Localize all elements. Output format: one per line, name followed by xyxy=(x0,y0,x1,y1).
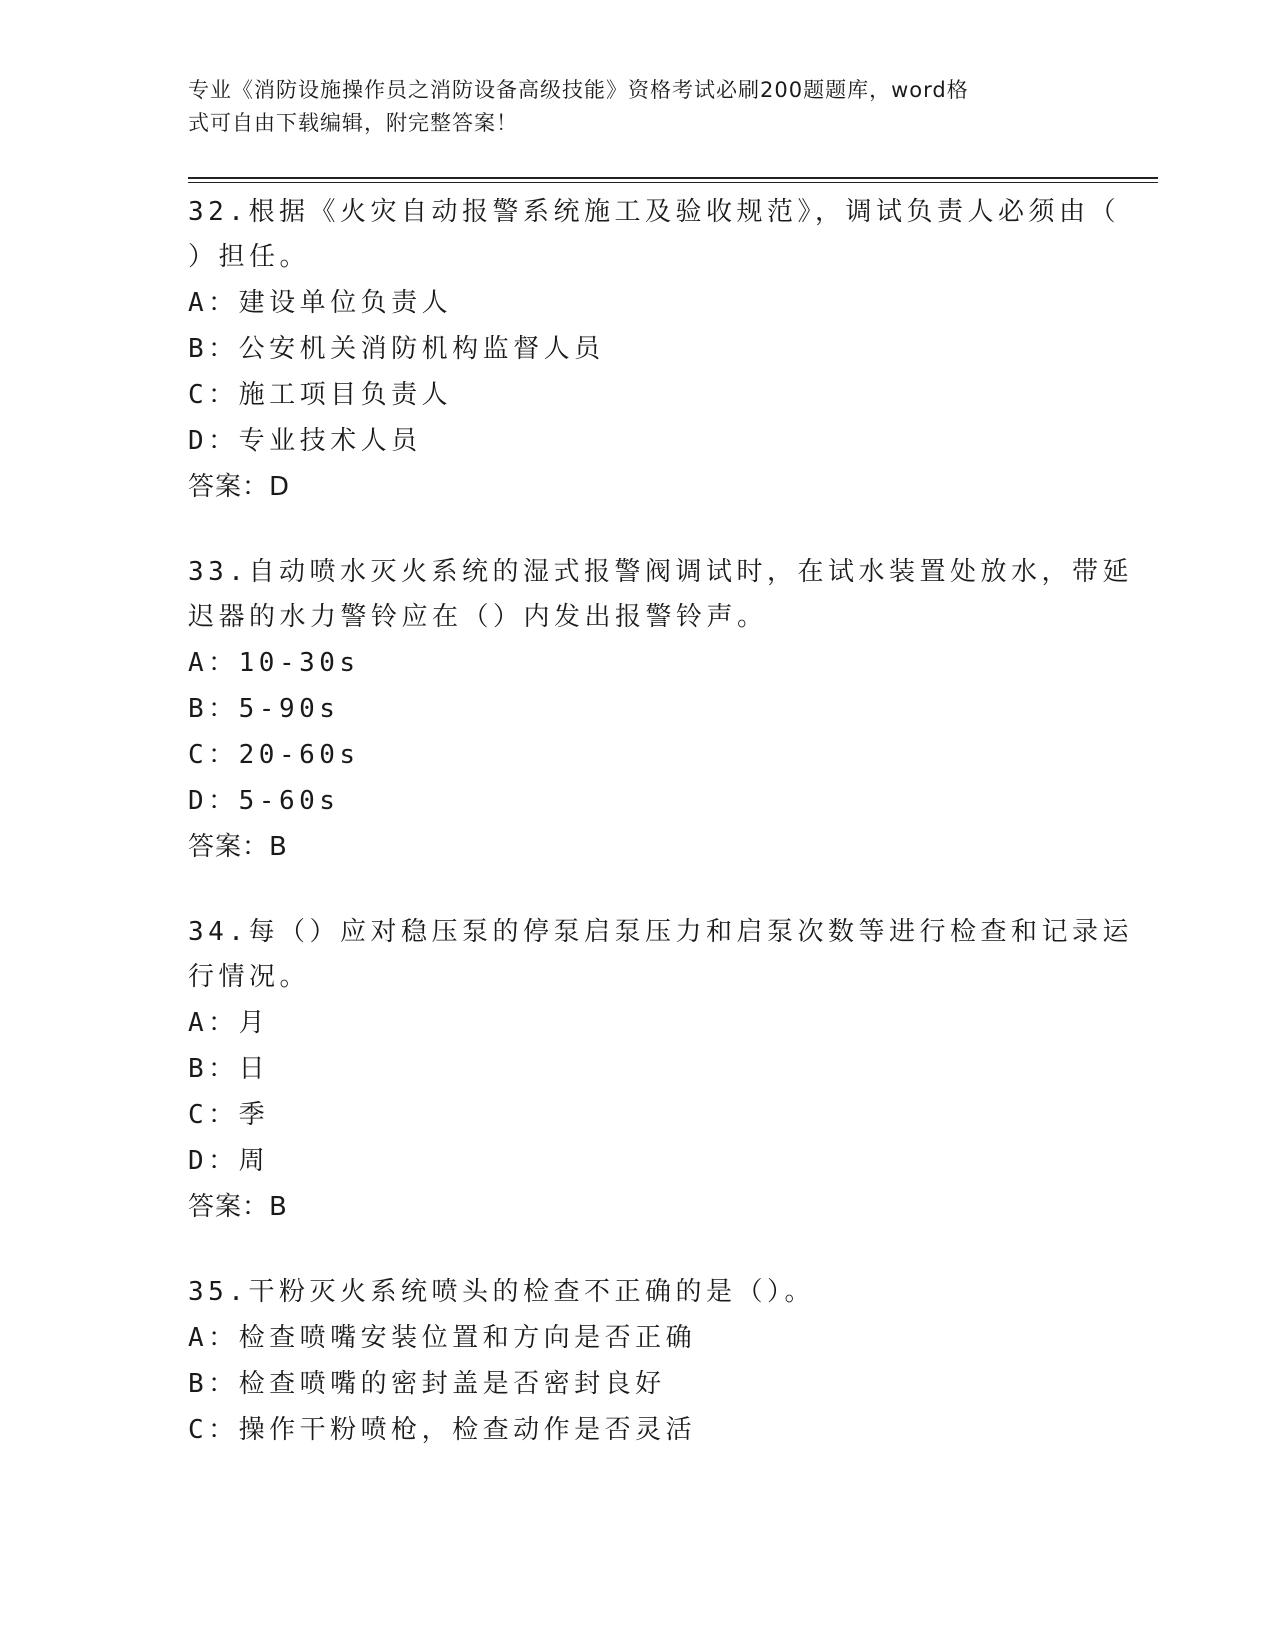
option-c: C：施工项目负责人 xyxy=(188,380,453,410)
header-line-2: 式可自由下载编辑，附完整答案！ xyxy=(188,111,518,135)
option-c: C：季 xyxy=(188,1100,270,1130)
question-33 xyxy=(188,550,1133,870)
question-text xyxy=(188,1270,1088,1315)
option-d: D：5-60s xyxy=(188,786,340,816)
option-b: B：公安机关消防机构监督人员 xyxy=(188,334,605,364)
option-a: A：建设单位负责人 xyxy=(188,288,453,318)
question-line: 迟器的水力警铃应在（）内发出报警铃声。 xyxy=(188,602,768,632)
option-a: A：检查喷嘴安装位置和方向是否正确 xyxy=(188,1323,697,1353)
question-line: 35.干粉灭火系统喷头的检查不正确的是（）。 xyxy=(188,1277,815,1307)
answer-label: 答案：D xyxy=(188,472,291,502)
question-35 xyxy=(188,1270,1088,1453)
option-b: B：检查喷嘴的密封盖是否密封良好 xyxy=(188,1369,666,1399)
question-line: 34.每（）应对稳压泵的停泵启泵压力和启泵次数等进行检查和记录运 xyxy=(188,917,1133,947)
option-b: B：5-90s xyxy=(188,694,340,724)
question-text xyxy=(188,190,1120,280)
option-b: B：日 xyxy=(188,1054,270,1084)
question-line: 行情况。 xyxy=(188,962,311,992)
header-divider-thick xyxy=(188,177,1158,179)
question-text xyxy=(188,910,1133,1000)
answer-label: 答案：B xyxy=(188,1192,288,1222)
option-a: A：月 xyxy=(188,1008,270,1038)
question-34 xyxy=(188,910,1133,1230)
header-line-1: 专业《消防设施操作员之消防设备高级技能》资格考试必刷200题题库，word格 xyxy=(188,78,969,102)
question-list xyxy=(188,190,1133,1493)
option-d: D：专业技术人员 xyxy=(188,426,422,456)
header-divider-thin xyxy=(188,182,1158,183)
question-32 xyxy=(188,190,1120,510)
option-d: D：周 xyxy=(188,1146,270,1176)
option-a: A：10-30s xyxy=(188,648,360,678)
document-header xyxy=(188,74,1068,140)
option-c: C：操作干粉喷枪，检查动作是否灵活 xyxy=(188,1415,697,1445)
question-line: 33.自动喷水灭火系统的湿式报警阀调试时，在试水装置处放水，带延 xyxy=(188,557,1133,587)
option-c: C：20-60s xyxy=(188,740,360,770)
answer-label: 答案：B xyxy=(188,832,288,862)
question-text xyxy=(188,550,1133,640)
question-line: 32.根据《火灾自动报警系统施工及验收规范》，调试负责人必须由（ xyxy=(188,197,1120,227)
question-line: ）担任。 xyxy=(188,242,311,272)
